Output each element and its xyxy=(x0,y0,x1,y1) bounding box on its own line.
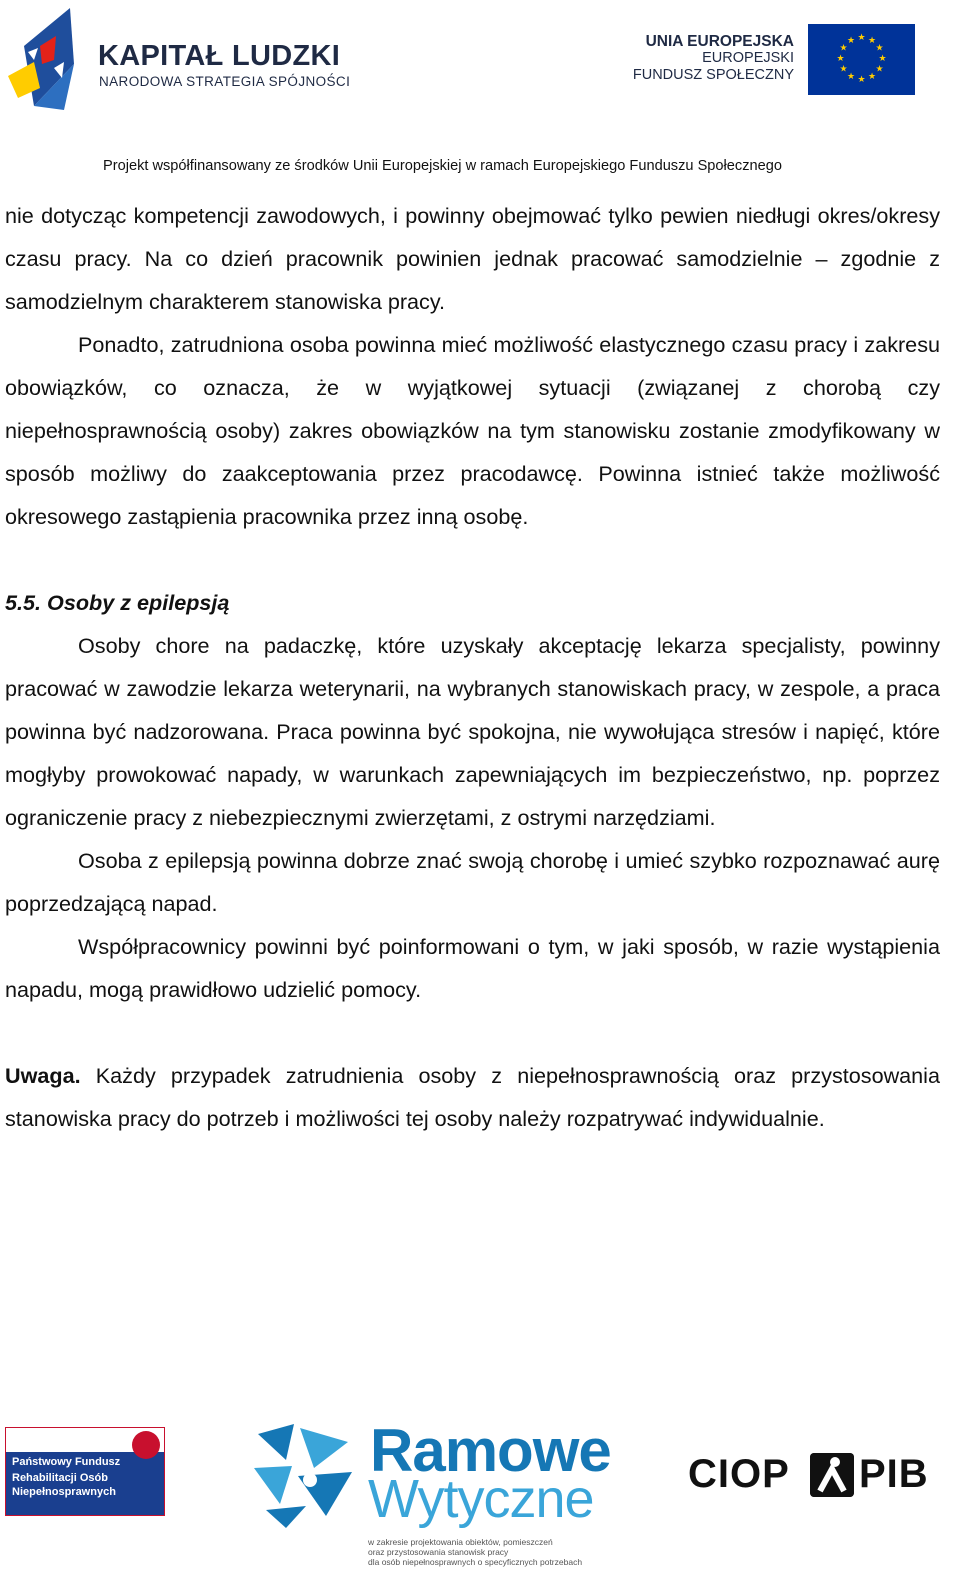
svg-text:★: ★ xyxy=(878,54,887,64)
paragraph-1: nie dotycząc kompetencji zawodowych, i powinny obejmować tylko pewien niedługi okres/okresy czasu pracy. Na co dzień pracownik powinien jednak pracować samodzielnie – zgodnie z samodzielnym charakterem stanowiska pracy. xyxy=(5,203,940,314)
ramowe-title: Ramowe xyxy=(370,1417,611,1484)
eu-flag-icon xyxy=(808,24,915,95)
note-label: Uwaga. xyxy=(5,1063,81,1088)
pib-text: PIB xyxy=(859,1452,929,1496)
section-heading: 5.5. Osoby z epilepsją xyxy=(5,590,230,615)
page-header xyxy=(0,0,960,185)
paragraph-5: Współpracownicy powinni być poinformowani o tym, w jaki sposób, w razie wystąpienia napadu, mogą prawidłowo udzielić pomocy. xyxy=(5,934,940,1002)
spacer xyxy=(5,538,940,581)
paragraph-2: Ponadto, zatrudniona osoba powinna mieć możliwość elastycznego czasu pracy i zakresu obowiązków, co oznacza, że w wyjątkowej sytuacji (związanej z chorobą czy niepełnosprawnością osoby) zakres obowiązków na tym stanowisku zostanie zmodyfikowany w sposób możliwy do zaakceptowania przez pracodawcę. Powinna istnieć także możliwość okresowego zastąpienia pracownika przez inną osobę. xyxy=(5,332,940,529)
ramowe-subtitle-line-1: w zakresie projektowania obiektów, pomieszczeń xyxy=(368,1537,553,1547)
svg-text:★: ★ xyxy=(875,64,884,75)
document-body xyxy=(5,194,940,1140)
kapital-ludzki-logo-icon xyxy=(4,6,96,116)
pfron-line-1: Państwowy Fundusz xyxy=(12,1456,121,1468)
ramowe-wytyczne-graphic-icon xyxy=(252,1420,362,1530)
note-paragraph xyxy=(5,1054,940,1140)
paragraph-3: Osoby chore na padaczkę, które uzyskały akceptację lekarza specjalisty, powinny pracować w zawodzie lekarza weterynarii, na wybranych stanowiskach pracy, w zespole, a praca powinna być nadzorowana. Praca powinna być spokojna, nie wywołująca stresów i napięć, które mogłyby prowokować napady, w warunkach zapewniających im bezpieczeństwo, np. poprzez ograniczenie pracy z niebezpiecznymi zwierzętami, z ostrymi narzędziami. xyxy=(5,633,940,830)
svg-text:★: ★ xyxy=(839,43,848,54)
svg-text:★: ★ xyxy=(867,72,877,82)
ciop-text: CIOP xyxy=(688,1452,790,1496)
eu-line-3: FUNDUSZ SPOŁECZNY xyxy=(632,67,794,83)
spacer xyxy=(5,1011,940,1054)
svg-text:★: ★ xyxy=(846,36,856,46)
paragraph-4: Osoba z epilepsją powinna dobrze znać swoją chorobę i umieć szybko rozpoznawać aurę poprzedzającą napad. xyxy=(5,848,940,916)
wytyczne-title: Wytyczne xyxy=(368,1469,594,1529)
svg-text:★: ★ xyxy=(857,75,866,85)
ramowe-subtitle-line-2: oraz przystosowania stanowisk pracy xyxy=(368,1547,509,1557)
ciop-pib-emblem-icon xyxy=(810,1453,854,1497)
svg-text:★: ★ xyxy=(857,33,866,43)
kapital-ludzki-subtitle: NARODOWA STRATEGIA SPÓJNOŚCI xyxy=(99,74,351,89)
eu-line-2: EUROPEJSKI xyxy=(702,50,794,66)
pfron-logo-icon xyxy=(5,1427,165,1516)
svg-text:★: ★ xyxy=(875,43,884,54)
svg-text:★: ★ xyxy=(867,36,877,46)
ramowe-subtitle xyxy=(368,1537,582,1567)
pfron-line-2: Rehabilitacji Osób xyxy=(12,1472,108,1484)
note-text: Każdy przypadek zatrudnienia osoby z niepełnosprawnością oraz przystosowania stanowiska pracy do potrzeb i możliwości tej osoby należy rozpatrywać indywidualnie. xyxy=(5,1063,940,1131)
svg-text:★: ★ xyxy=(836,54,845,64)
eu-label xyxy=(633,33,794,84)
pfron-line-3: Niepełnosprawnych xyxy=(12,1486,116,1498)
cofinance-note: Projekt współfinansowany ze środków Unii Europejskiej w ramach Europejskiego Funduszu Społecznego xyxy=(103,158,782,174)
pfron-mark xyxy=(132,1431,160,1459)
eu-line-1: UNIA EUROPEJSKA xyxy=(645,33,794,50)
kapital-ludzki-title: KAPITAŁ LUDZKI xyxy=(98,40,341,72)
svg-text:★: ★ xyxy=(839,64,848,75)
ramowe-subtitle-line-3: dla osób niepełnosprawnych o specyficznych potrzebach xyxy=(368,1557,583,1567)
svg-text:★: ★ xyxy=(846,72,856,82)
